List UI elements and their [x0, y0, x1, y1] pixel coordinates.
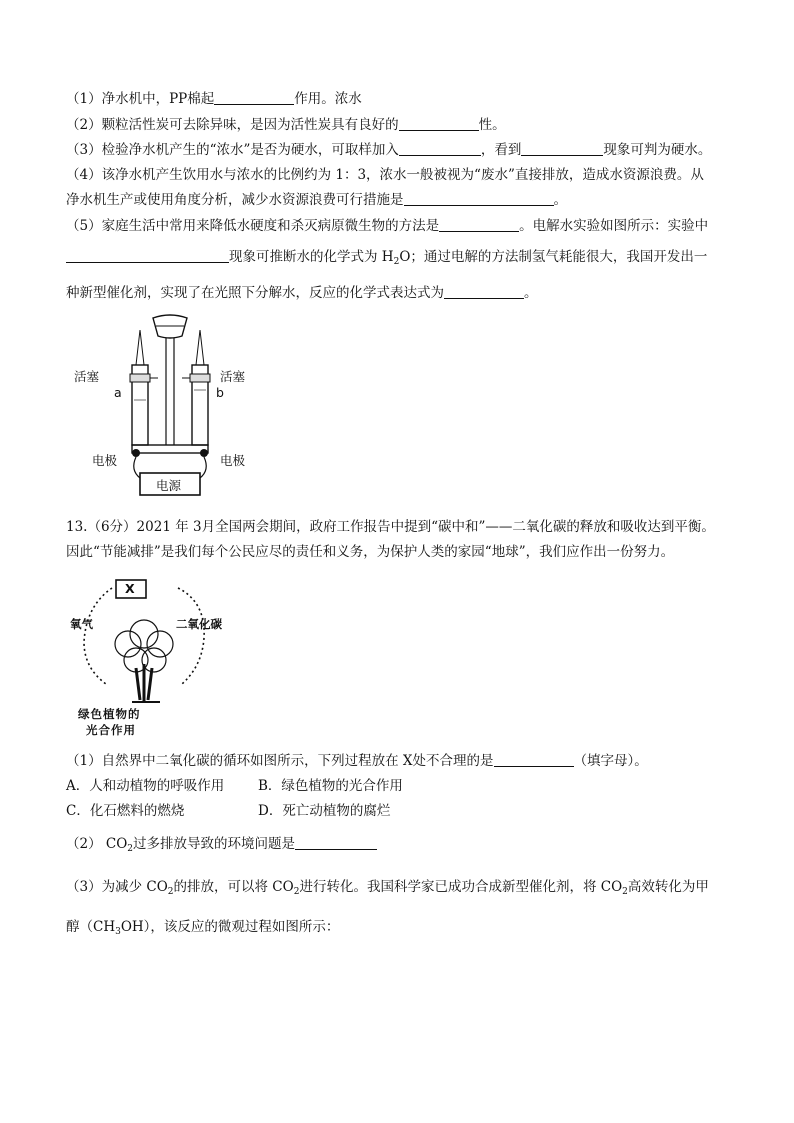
answer-blank[interactable]: [494, 752, 574, 767]
q13-p3-line2: 醇$(CH_3OH)$，该反应的微观过程如图所示：: [66, 919, 340, 937]
q12-p5-line3: 种新型催化剂，实现了在光照下分解水，反应的化学式表达式为 。: [66, 285, 538, 301]
cycle-box-x: X: [125, 581, 135, 596]
q13-p2: （2） $CO_2$过多排放导致的环境问题是: [66, 835, 377, 858]
co2-label: 二氧化碳: [176, 617, 222, 631]
answer-blank[interactable]: [399, 141, 481, 156]
q12-p4-line2: 净水机生产或使用角度分析，减少水资源浪费可行措施是 。: [66, 192, 567, 208]
answer-blank[interactable]: [404, 191, 554, 206]
q13-p3-line1: （3）为减少 $CO_2$的排放，可以将 $CO_2$进行转化。我国科学家已成功合成新型催化剂，将 $CO_2$高效转化为甲: [66, 879, 709, 897]
option-a[interactable]: A．人和动植物的呼吸作用: [66, 778, 225, 794]
option-d[interactable]: D．死亡动植物的腐烂: [258, 803, 391, 819]
answer-blank[interactable]: [521, 141, 603, 156]
electrolysis-apparatus-drawing: [70, 310, 270, 500]
caption-line1: 绿色植物的: [78, 707, 141, 721]
answer-blank[interactable]: [399, 116, 479, 131]
answer-blank[interactable]: [66, 248, 229, 263]
answer-blank[interactable]: [214, 90, 294, 105]
option-b[interactable]: B．绿色植物的光合作用: [258, 778, 403, 794]
q13-options-ab: [66, 777, 403, 795]
answer-blank[interactable]: [444, 284, 524, 299]
electrolysis-figure: [70, 310, 270, 500]
power-label: 电源: [156, 478, 182, 493]
q12-p1: （1）净水机中，PP棉起 作用。浓水: [66, 91, 362, 107]
caption-line2: 光合作用: [86, 723, 136, 737]
stopcock-right-label: 活塞: [220, 369, 246, 384]
q12-p5-line1: （5）家庭生活中常用来降低水硬度和杀灭病原微生物的方法是 。电解水实验如图所示：实验中: [66, 218, 709, 234]
tube-a-label: a: [114, 385, 122, 400]
q13-intro-line2: 因此“节能减排”是我们每个公民应尽的责任和义务，为保护人类的家园“地球”，我们应作出一份努力。: [66, 544, 675, 560]
q12-p3: （3）检验净水机产生的“浓水”是否为硬水，可取样加入 ，看到 现象可判为硬水。: [66, 142, 712, 158]
q13-intro-line1: 13.（6分）2021 年 3月全国两会期间，政府工作报告中提到“碳中和”——二氧化碳的释放和吸收达到平衡。: [66, 519, 715, 535]
electrode-right-label: 电极: [220, 453, 246, 468]
tube-b-label: b: [216, 385, 224, 400]
q12-p4-line1: （4）该净水机产生饮用水与浓水的比例约为 1：3，浓水一般被视为“废水”直接排放，造成水资源浪费。从: [66, 167, 704, 183]
electrode-left-label: 电极: [92, 453, 118, 468]
q13-p1: （1）自然界中二氧化碳的循环如图所示，下列过程放在 X处不合理的是 （填字母）。: [66, 753, 648, 769]
answer-blank[interactable]: [295, 835, 377, 850]
stopcock-left-label: 活塞: [74, 369, 100, 384]
q13-options-cd: [66, 802, 390, 820]
oxygen-label: 氧气: [70, 617, 93, 631]
q12-p2: （2）颗粒活性炭可去除异味，是因为活性炭具有良好的 性。: [66, 117, 506, 133]
q12-p5-line2: 现象可推断水的化学式为 $H_2O$；通过电解的方法制氢气耗能很大，我国开发出一: [66, 248, 707, 271]
carbon-cycle-figure: [70, 572, 250, 742]
answer-blank[interactable]: [439, 217, 519, 232]
option-c[interactable]: C．化石燃料的燃烧: [66, 803, 185, 819]
